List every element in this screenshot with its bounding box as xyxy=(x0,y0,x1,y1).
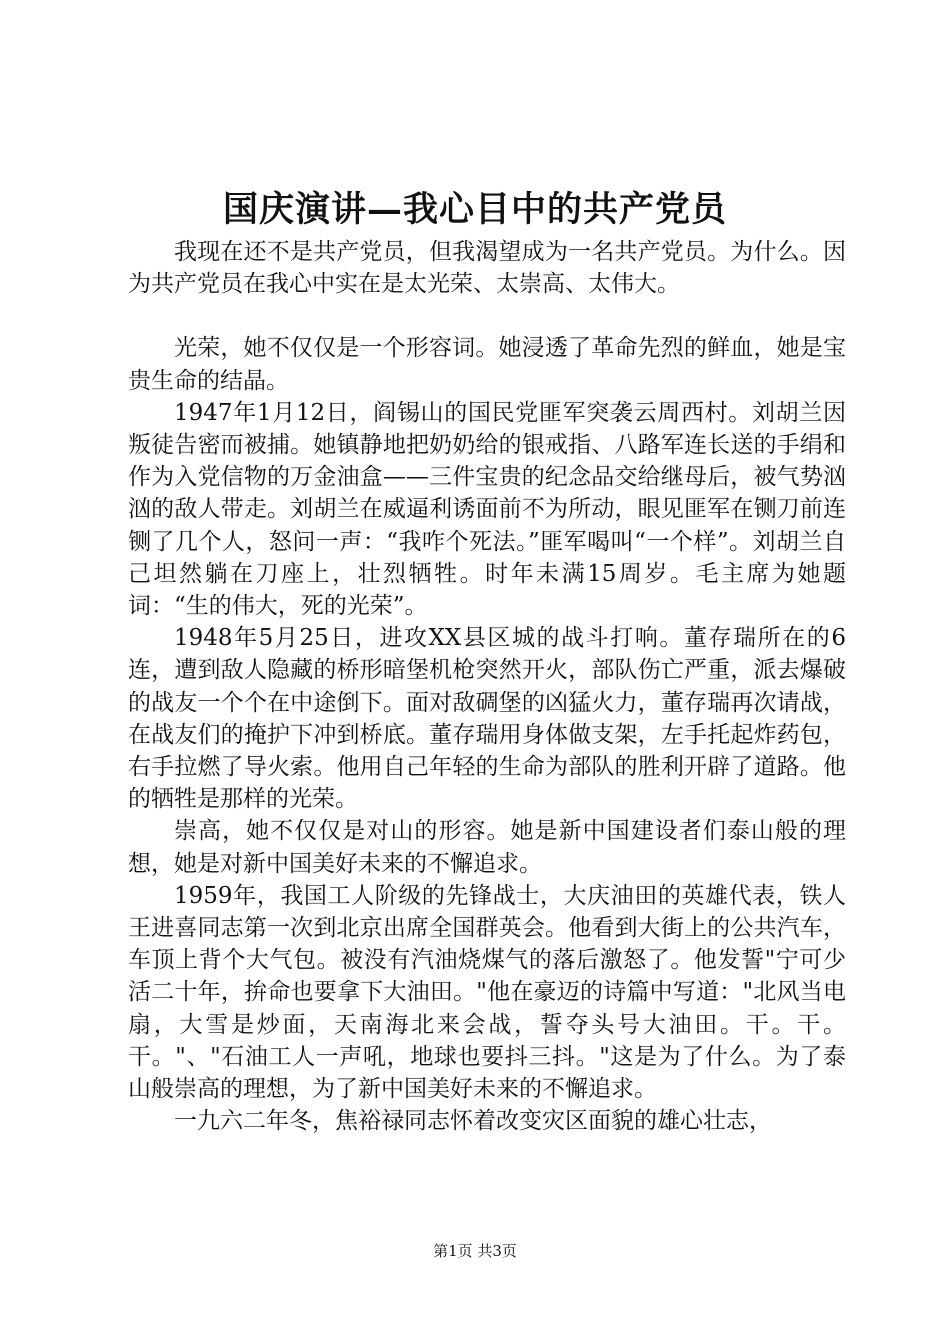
document-title: 国庆演讲—我心目中的共产党员 xyxy=(222,189,727,230)
paragraph-wang-jinxi: 1959年，我国工人阶级的先锋战士，大庆油田的英雄代表，铁人王进喜同志第一次到北京出席全国群英会。他看到大街上的公共汽车，车顶上背个大气包。被没有汽油烧煤气的落后激怒了。他发誓"宁可少活二十年，拚命也要拿下大油田。"他在豪迈的诗篇中写道："北风当电扇，大雪是炒面，天南海北来会战，誓夺头号大油田。干。干。干。"、"石油工人一声吼，地球也要抖三抖。"这是为了什么。为了泰山般崇高的理想，为了新中国美好未来的不懈追求。 xyxy=(128,882,846,1103)
paragraph-jiao-yulu: 一九六二年冬，焦裕禄同志怀着改变灾区面貌的雄心壮志， xyxy=(174,1108,772,1135)
paragraph-dong-cunrui: 1948年5月25日，进攻XX县区城的战斗打响。董存瑞所在的6连，遭到敌人隐藏的桥形暗堡机枪突然开火，部队伤亡严重，派去爆破的战友一个个在中途倒下。面对敌碉堡的凶猛火力，董存瑞再次请战，在战友们的掩护下冲到桥底。董存瑞用身体做支架，左手托起炸药包，右手拉燃了导火索。他用自己年轻的生命为部队的胜利开辟了道路。他的牺牲是那样的光荣。 xyxy=(128,625,846,813)
paragraph-intro: 我现在还不是共产党员，但我渴望成为一名共产党员。为什么。因为共产党员在我心中实在是太光荣、太崇高、太伟大。 xyxy=(128,239,846,298)
page-footer xyxy=(0,1241,950,1261)
page-number: 第1页 共3页 xyxy=(433,1242,517,1260)
paragraph-lofty: 崇高，她不仅仅是对山的形容。她是新中国建设者们泰山般的理想，她是对新中国美好未来的不懈追求。 xyxy=(128,818,846,877)
paragraph-liu-hulan: 1947年1月12日，阎锡山的国民党匪军突袭云周西村。刘胡兰因叛徒告密而被捕。她镇静地把奶奶给的银戒指、八路军连长送的手绢和作为入党信物的万金油盒——三件宝贵的纪念品交给继母后，被气势汹汹的敌人带走。刘胡兰在威逼利诱面前不为所动，眼见匪军在铡刀前连铡了几个人，怒问一声：“我咋个死法。”匪军喝叫“一个样”。刘胡兰自己坦然躺在刀座上，壮烈牺牲。时年未满15周岁。毛主席为她题词：“生的伟大，死的光荣”。 xyxy=(128,399,846,620)
document-body xyxy=(128,236,846,1137)
paragraph-glory: 光荣，她不仅仅是一个形容词。她浸透了革命先烈的鲜血，她是宝贵生命的结晶。 xyxy=(128,335,846,394)
